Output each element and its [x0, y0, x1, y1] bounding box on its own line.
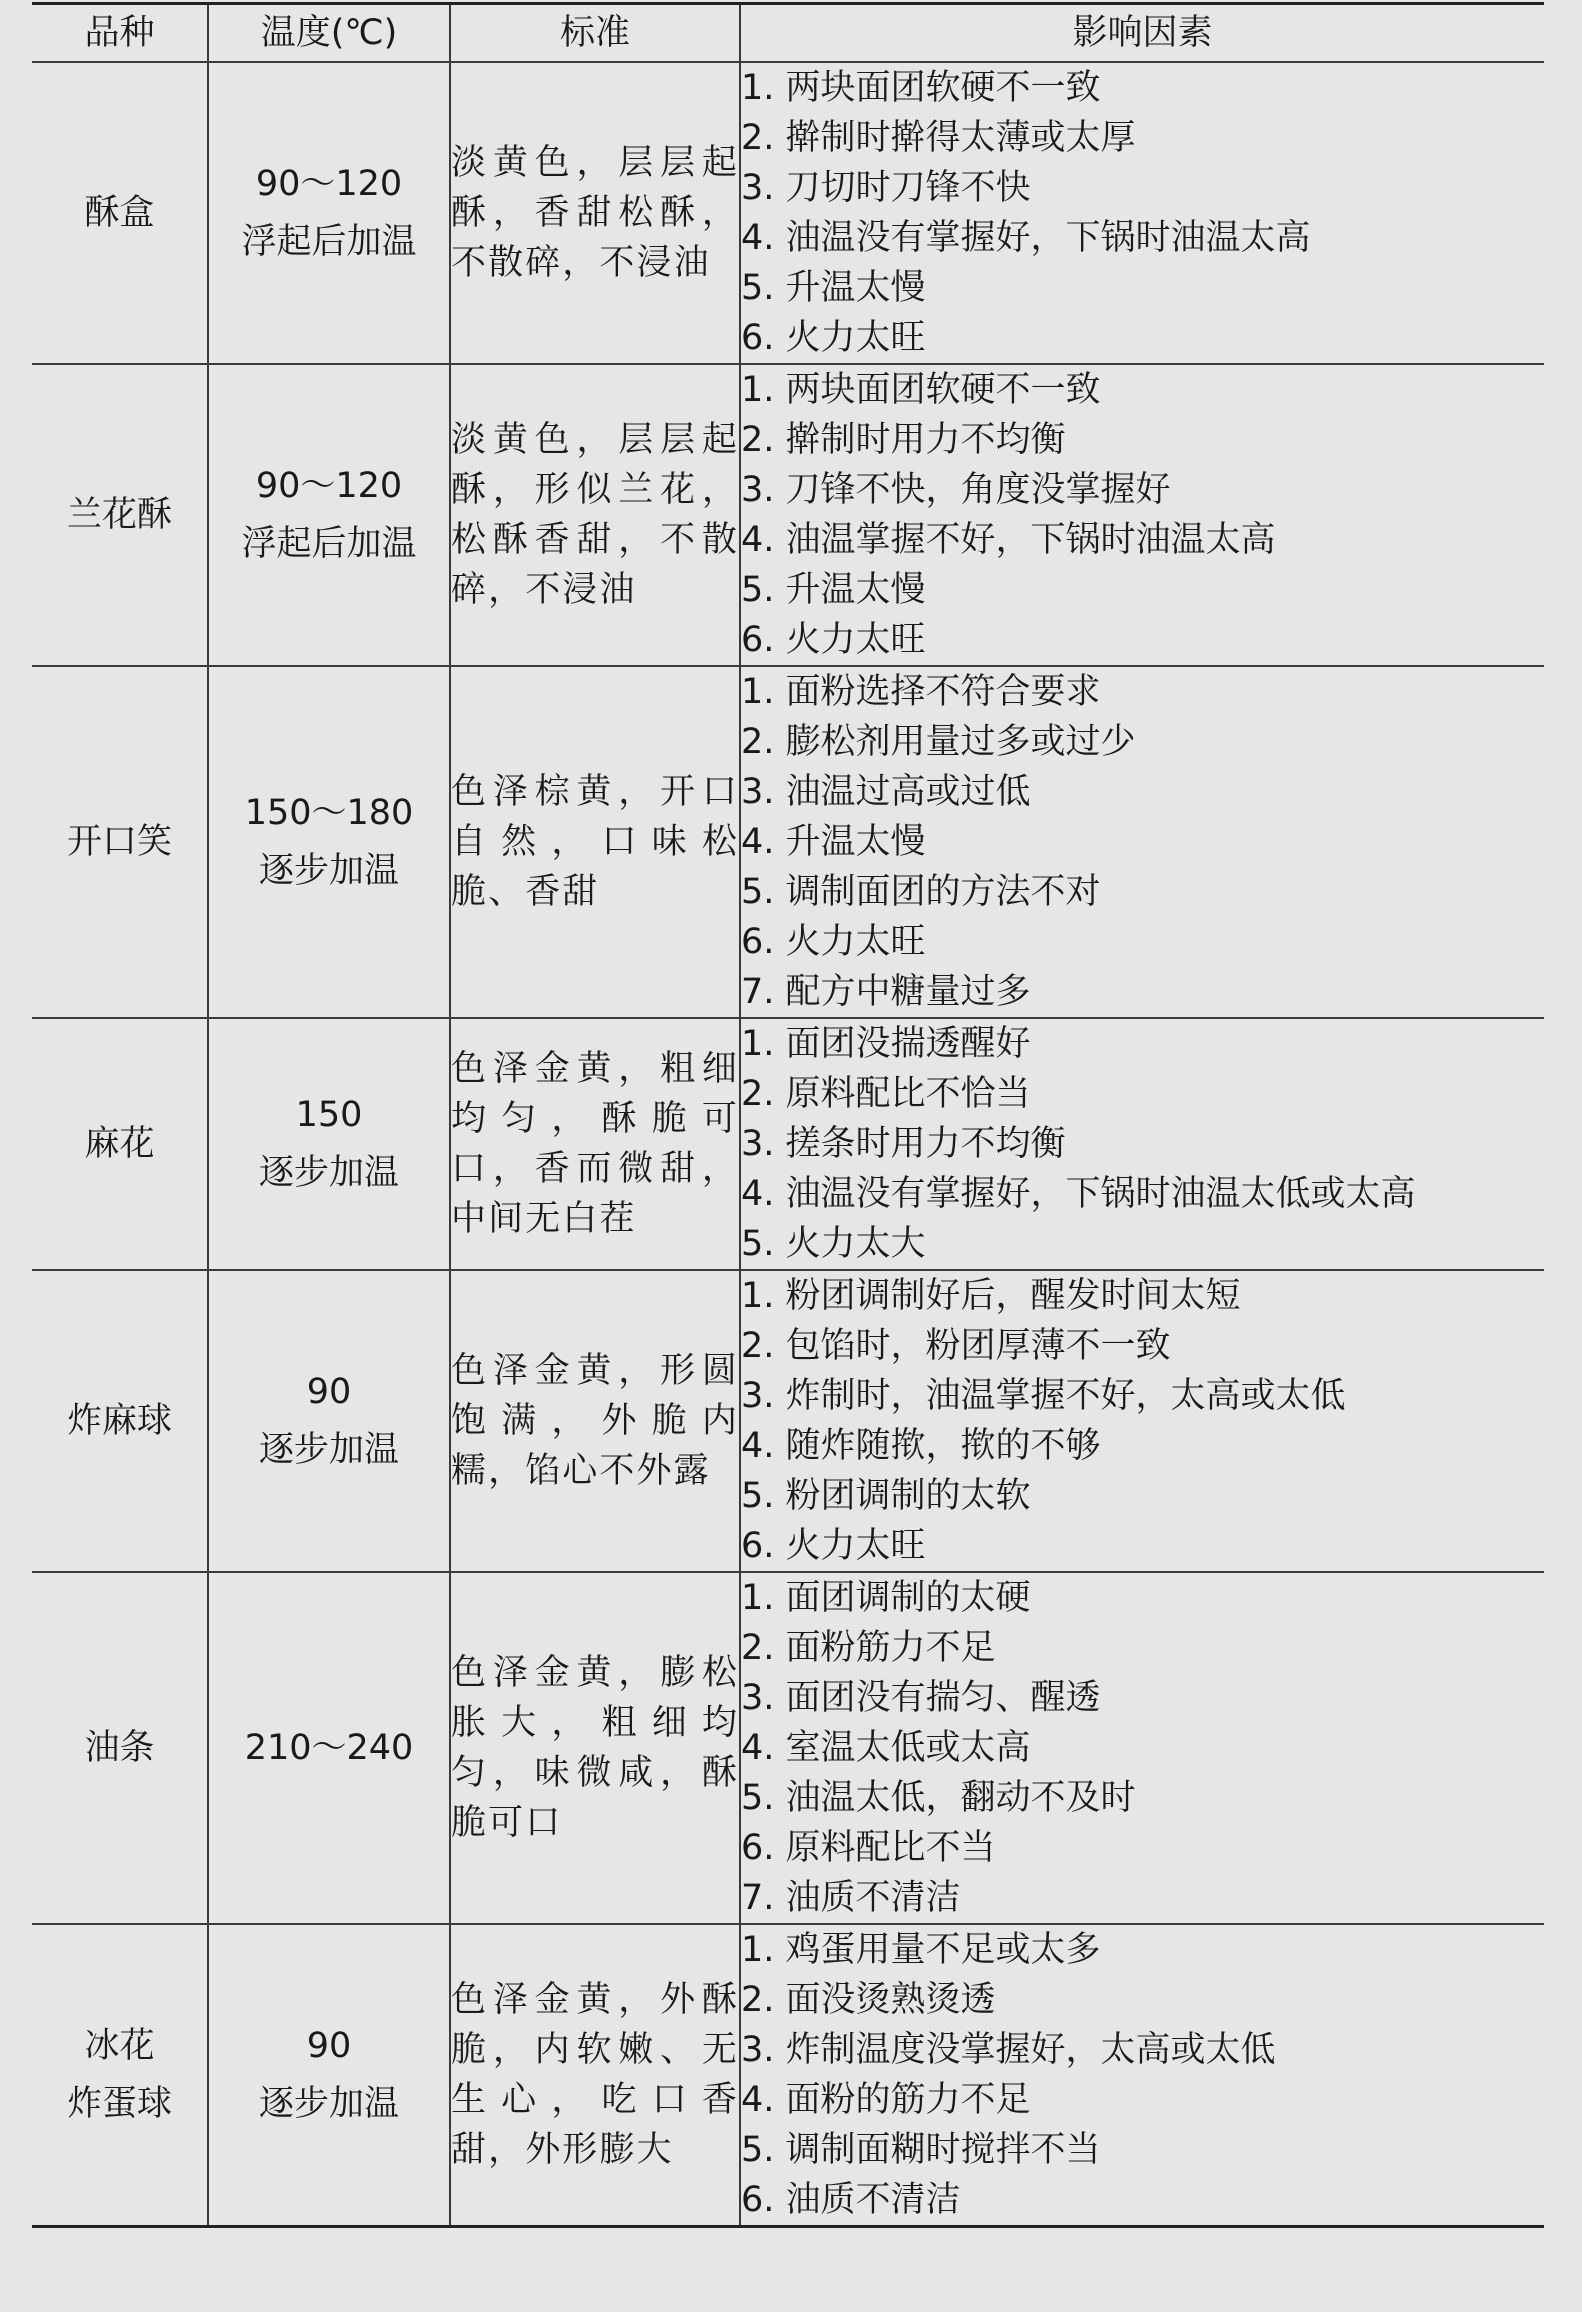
- variety-line: 炸蛋球: [66, 2083, 172, 2124]
- factor-item: 6. 火力太旺: [741, 921, 926, 962]
- temperature-cell: [208, 1572, 450, 1924]
- factors-cell: [740, 666, 1544, 1018]
- factor-item: 1. 面粉选择不符合要求: [741, 671, 1101, 712]
- table-row: [32, 62, 1544, 364]
- factor-item: 5. 升温太慢: [741, 569, 926, 610]
- temperature-note: 逐步加温: [258, 850, 399, 891]
- header-standard: 标准: [450, 4, 740, 62]
- variety-cell: 油条: [84, 1727, 155, 1768]
- factors-cell: [740, 1270, 1544, 1572]
- table-row: [32, 1018, 1544, 1270]
- factor-item: 5. 升温太慢: [741, 267, 926, 308]
- factor-item: 1. 两块面团软硬不一致: [741, 369, 1101, 410]
- factor-item: 6. 火力太旺: [741, 317, 926, 358]
- temperature-range: 90: [306, 2025, 352, 2066]
- header-variety: 品种: [84, 12, 155, 53]
- factor-item: 1. 两块面团软硬不一致: [741, 67, 1101, 108]
- factor-item: 3. 炸制时，油温掌握不好，太高或太低: [741, 1375, 1346, 1416]
- factor-item: 3. 面团没有揣匀、醒透: [741, 1677, 1101, 1718]
- factor-item: 4. 室温太低或太高: [741, 1727, 1031, 1768]
- factor-item: 1. 面团调制的太硬: [741, 1577, 1031, 1618]
- factor-item: 4. 升温太慢: [741, 821, 926, 862]
- standard-cell: 色泽金黄，膨松胀大，粗细均匀，味微咸，酥脆可口: [450, 1572, 740, 1924]
- factor-item: 3. 炸制温度没掌握好，太高或太低: [741, 2029, 1276, 2070]
- table-row: [32, 364, 1544, 666]
- variety-cell: 麻花: [84, 1123, 155, 1164]
- temperature-cell: [208, 1018, 450, 1270]
- factors-cell: [740, 1572, 1544, 1924]
- temperature-range: 90: [306, 1371, 352, 1412]
- factor-item: 6. 油质不清洁: [741, 2179, 961, 2220]
- factors-cell: [740, 1018, 1544, 1270]
- factors-cell: [740, 1924, 1544, 2227]
- factor-item: 3. 油温过高或过低: [741, 771, 1031, 812]
- header-factors: 影响因素: [740, 4, 1544, 62]
- temperature-cell: [208, 364, 450, 666]
- temperature-range: 90～120: [255, 465, 403, 506]
- factor-item: 4. 油温没有掌握好，下锅时油温太高: [741, 217, 1311, 258]
- temperature-range: 150: [295, 1094, 363, 1135]
- factor-item: 7. 配方中糖量过多: [741, 971, 1031, 1012]
- temperature-range: 90～120: [255, 163, 403, 204]
- temperature-note: 浮起后加温: [241, 523, 417, 564]
- factor-item: 5. 油温太低，翻动不及时: [741, 1777, 1136, 1818]
- variety-cell: [32, 1924, 208, 2227]
- factor-item: 5. 粉团调制的太软: [741, 1475, 1031, 1516]
- variety-cell: 炸麻球: [66, 1400, 172, 1441]
- factor-item: 1. 粉团调制好后，醒发时间太短: [741, 1275, 1241, 1316]
- standard-cell: 淡黄色，层层起酥，形似兰花，松酥香甜，不散碎，不浸油: [450, 364, 740, 666]
- factors-cell: [740, 62, 1544, 364]
- factor-item: 4. 随炸随揿，揿的不够: [741, 1425, 1101, 1466]
- temperature-range: 150～180: [244, 792, 414, 833]
- standard-cell: 色泽棕黄，开口自然，口味松脆、香甜: [450, 666, 740, 1018]
- variety-line: 冰花: [84, 2025, 155, 2066]
- factor-item: 2. 擀制时擀得太薄或太厚: [741, 117, 1136, 158]
- variety-cell: 兰花酥: [66, 494, 172, 535]
- temperature-note: 逐步加温: [258, 1152, 399, 1193]
- factor-item: 5. 调制面糊时搅拌不当: [741, 2129, 1101, 2170]
- factor-item: 3. 刀切时刀锋不快: [741, 167, 1031, 208]
- frying-standards-table: [32, 2, 1544, 2228]
- table-row: [32, 1270, 1544, 1572]
- table-header-row: [32, 4, 1544, 62]
- factor-item: 6. 火力太旺: [741, 619, 926, 660]
- factor-item: 2. 包馅时，粉团厚薄不一致: [741, 1325, 1171, 1366]
- standard-cell: 色泽金黄，外酥脆，内软嫩、无生心，吃口香甜，外形膨大: [450, 1924, 740, 2227]
- table-body: [32, 62, 1544, 2227]
- temperature-cell: [208, 62, 450, 364]
- factor-item: 3. 搓条时用力不均衡: [741, 1123, 1066, 1164]
- standard-cell: 色泽金黄，粗细均匀，酥脆可口，香而微甜，中间无白茬: [450, 1018, 740, 1270]
- factor-item: 1. 鸡蛋用量不足或太多: [741, 1929, 1101, 1970]
- temperature-cell: [208, 1270, 450, 1572]
- variety-cell: 开口笑: [66, 821, 172, 862]
- factor-item: 5. 火力太大: [741, 1223, 926, 1264]
- factor-item: 2. 面没烫熟烫透: [741, 1979, 996, 2020]
- factor-item: 4. 油温没有掌握好，下锅时油温太低或太高: [741, 1173, 1416, 1214]
- factor-item: 6. 原料配比不当: [741, 1827, 996, 1868]
- table-row: [32, 1924, 1544, 2227]
- factor-item: 1. 面团没揣透醒好: [741, 1023, 1031, 1064]
- header-temperature: 温度(℃): [208, 4, 450, 62]
- temperature-cell: [208, 1924, 450, 2227]
- factor-item: 3. 刀锋不快，角度没掌握好: [741, 469, 1171, 510]
- standard-cell: 淡黄色，层层起酥，香甜松酥，不散碎，不浸油: [450, 62, 740, 364]
- temperature-note: 逐步加温: [258, 2083, 399, 2124]
- factor-item: 4. 面粉的筋力不足: [741, 2079, 1031, 2120]
- temperature-note: 浮起后加温: [241, 221, 417, 262]
- factor-item: 2. 原料配比不恰当: [741, 1073, 1031, 1114]
- factor-item: 2. 面粉筋力不足: [741, 1627, 996, 1668]
- table-row: [32, 1572, 1544, 1924]
- factor-item: 4. 油温掌握不好，下锅时油温太高: [741, 519, 1276, 560]
- factor-item: 6. 火力太旺: [741, 1525, 926, 1566]
- standard-cell: 色泽金黄，形圆饱满，外脆内糯，馅心不外露: [450, 1270, 740, 1572]
- factor-item: 2. 膨松剂用量过多或过少: [741, 721, 1136, 762]
- temperature-range: 210～240: [244, 1727, 414, 1768]
- factor-item: 5. 调制面团的方法不对: [741, 871, 1101, 912]
- variety-cell: 酥盒: [84, 192, 155, 233]
- temperature-note: 逐步加温: [258, 1429, 399, 1470]
- factor-item: 2. 擀制时用力不均衡: [741, 419, 1066, 460]
- factors-cell: [740, 364, 1544, 666]
- table-row: [32, 666, 1544, 1018]
- factor-item: 7. 油质不清洁: [741, 1877, 961, 1918]
- temperature-cell: [208, 666, 450, 1018]
